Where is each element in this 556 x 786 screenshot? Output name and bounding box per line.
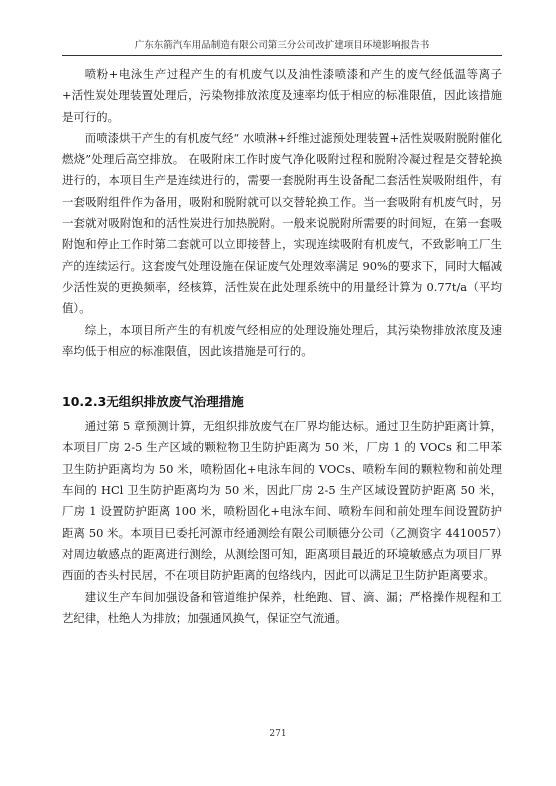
- document-body: [62, 64, 502, 629]
- page-header: 广东东箭汽车用品制造有限公司第三分公司改扩建项目环境影响报告书: [134, 40, 430, 51]
- page-number: 271: [269, 729, 287, 739]
- section-spacer: [62, 362, 502, 392]
- paragraph: 通过第 5 章预测计算，无组织排放废气在厂界均能达标。通过卫生防护距离计算，本项目厂房 2-5 生产区域的颗粒物卫生防护距离为 50 米，厂房 1 的 VOCs 和二甲苯卫生防护距离均为 50 米，喷粉固化+电泳车间的 VOCs、喷粉车间的颗粒物和前处理车间的 HCl 卫生防护距离均为 50 米，因此厂房 2-5 生产区域设置防护距离 50 米，厂房 1 设置防护距离 100 米，喷粉固化+电泳车间、喷粉车间和前处理车间设置防护距离 50 米。本项目已委托河源市经通测绘有限公司顺德分公司（乙测资字 4410057）对周边敏感点的距离进行测绘，从测绘图可知，距离项目最近的环境敏感点为项目厂界西面的杏头村民居，不在项目防护距离的包络线内，因此可以满足卫生防护距离要求。: [62, 419, 502, 583]
- paragraph: 建议生产车间加强设备和管道维护保养，杜绝跑、冒、滴、漏；严格操作规程和工艺纪律，杜绝人为排放；加强通风换气，保证空气流通。: [62, 589, 502, 625]
- section-heading: 10.2.3无组织排放废气治理措施: [62, 394, 244, 410]
- paragraph: 综上，本项目所产生的有机废气经相应的处理设施处理后，其污染物排放浓度及速率均低于相应的标准限值，因此该措施是可行的。: [62, 322, 502, 358]
- paragraph: 而喷漆烘干产生的有机废气经“ 水喷淋+纤维过滤预处理装置+活性炭吸附脱附催化燃烧”处理后高空排放。 在吸附床工作时废气净化吸附过程和脱附冷凝过程是交替轮换进行的，本项目生产是连续进行的，需要一套脱附再生设备配二套活性炭吸附组件，有一套吸附组件作为备用，吸附和脱附就可以交替轮换工作。当一套吸附有机废气时，另一套就对吸附饱和的活性炭进行加热脱附。一般来说脱附所需要的时间短，在第一套吸附饱和停止工作时第二套就可以立即接替上，实现连续吸附有机废气，不致影响工厂生产的连续运行。这套废气处理设施在保证废气处理效率满足 90%的要求下，同时大幅减少活性炭的更换频率，经核算，活性炭在此处理系统中的用量经计算为 0.77t/a（平均值）。: [62, 130, 502, 316]
- paragraph: 喷粉+电泳生产过程产生的有机废气以及油性漆喷漆和产生的废气经低温等离子+活性炭处理装置处理后，污染物排放浓度及速率均低于相应的标准限值，因此该措施是可行的。: [62, 67, 502, 124]
- header-rule: [62, 55, 502, 56]
